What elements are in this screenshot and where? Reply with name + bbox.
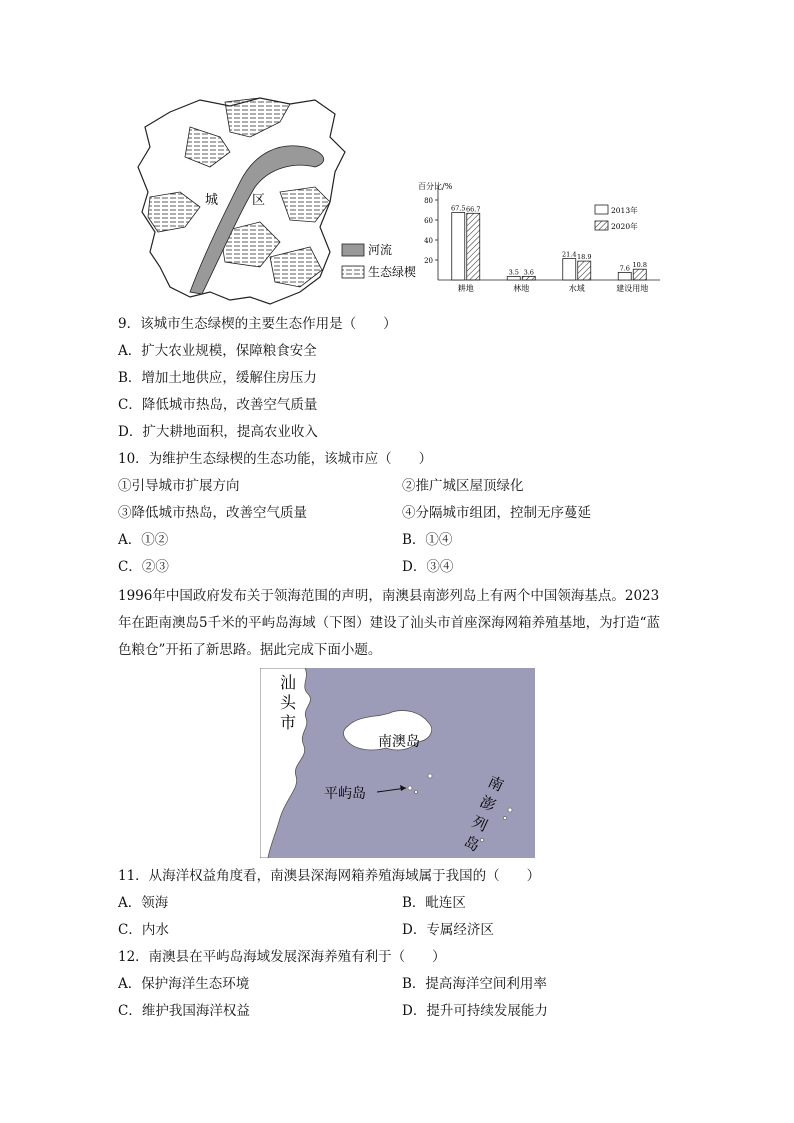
q12-option-a[interactable]: A．保护海洋生态环境 xyxy=(118,976,250,992)
q12-option-c[interactable]: C．维护我国海洋权益 xyxy=(118,1003,250,1019)
chart-data-label: 10.8 xyxy=(632,261,647,270)
q10-item-4: ④分隔城市组团，控制无序蔓延 xyxy=(402,505,591,521)
chart-bar xyxy=(522,276,535,280)
chart-bar xyxy=(467,213,480,280)
chart-data-label: 7.6 xyxy=(619,264,630,273)
passage-line-2: 年在距南澳岛5千米的平屿岛海域（下图）建设了汕头市首座深海网箱养殖基地，为打造“蓝 xyxy=(118,615,660,631)
chart-legend-swatch xyxy=(595,205,608,214)
label-shantou-2: 头 xyxy=(280,693,297,712)
map-label-city: 城 xyxy=(205,193,219,208)
legend-green-swatch xyxy=(342,266,364,278)
passage-line-1: 1996年中国政府发布关于领海范围的声明，南澳县南澎列岛上有两个中国领海基点。2023 xyxy=(118,588,660,604)
q12-option-d[interactable]: D．提升可持续发展能力 xyxy=(402,1003,548,1019)
chart-legend-swatch xyxy=(595,221,608,230)
label-shantou-1: 汕 xyxy=(280,673,297,692)
map-label-district: 区 xyxy=(252,193,266,208)
chart-data-label: 66.7 xyxy=(466,205,481,214)
chart-x-tick-label: 耕地 xyxy=(457,284,474,293)
label-nanpeng-2: 澎 xyxy=(477,792,499,816)
chart-legend-label: 2020年 xyxy=(611,222,638,231)
chart-data-label: 21.4 xyxy=(562,250,577,259)
q9-option-a[interactable]: A．扩大农业规模，保障粮食安全 xyxy=(118,343,317,359)
q11-option-c[interactable]: C．内水 xyxy=(118,922,169,938)
q9-option-c[interactable]: C．降低城市热岛，改善空气质量 xyxy=(118,397,318,413)
chart-x-tick-label: 水域 xyxy=(568,284,585,293)
chart-data-label: 18.9 xyxy=(577,253,592,262)
chart-bar xyxy=(452,213,465,281)
q11-option-a[interactable]: A．领海 xyxy=(118,895,169,911)
chart-bar xyxy=(507,277,520,281)
q11-option-d[interactable]: D．专属经济区 xyxy=(402,922,494,938)
chart-data-label: 67.5 xyxy=(451,204,466,213)
label-nanpeng-3: 列 xyxy=(469,812,491,836)
chart-data-label: 3.6 xyxy=(523,268,534,277)
q10-option-c[interactable]: C．②③ xyxy=(118,559,169,575)
chart-bar xyxy=(578,261,591,280)
q12-option-b[interactable]: B．提高海洋空间利用率 xyxy=(402,976,547,992)
q10-option-b[interactable]: B．①④ xyxy=(402,532,453,548)
legend-river-label: 河流 xyxy=(368,243,393,257)
q10-option-a[interactable]: A．①② xyxy=(118,532,169,548)
label-pingyu: 平屿岛 xyxy=(324,786,366,802)
land-use-bar-chart xyxy=(410,175,670,300)
chart-ylabel: 百分比/% xyxy=(418,182,453,191)
label-shantou-3: 市 xyxy=(280,713,297,732)
q10-option-d[interactable]: D．③④ xyxy=(402,559,454,575)
legend-river-swatch xyxy=(342,244,364,256)
q10-item-1: ①引导城市扩展方向 xyxy=(118,478,240,494)
q11-stem: 11．从海洋权益角度看，南澳县深海网箱养殖海域属于我国的（ ） xyxy=(118,868,541,884)
pingyu-islet xyxy=(415,791,418,794)
legend-green-label: 生态绿楔 xyxy=(368,265,417,279)
city-green-wedge-map xyxy=(130,92,420,307)
chart-y-tick-label: 60 xyxy=(424,217,433,225)
chart-legend-label: 2013年 xyxy=(611,206,638,215)
q9-option-d[interactable]: D．扩大耕地面积，提高农业收入 xyxy=(118,424,318,440)
q12-stem: 12．南澳县在平屿岛海域发展深海养殖有利于（ ） xyxy=(118,949,446,965)
islet xyxy=(428,774,432,778)
chart-x-tick-label: 林地 xyxy=(513,284,530,293)
q9-stem: 9．该城市生态绿楔的主要生态作用是（ ） xyxy=(118,316,397,332)
chart-y-tick-label: 40 xyxy=(424,237,433,245)
chart-x-tick-label: 建设用地 xyxy=(616,284,649,293)
label-nanpeng-1: 南 xyxy=(485,772,507,796)
nanpeng-islet xyxy=(503,816,506,819)
q10-item-3: ③降低城市热岛，改善空气质量 xyxy=(118,505,307,521)
label-nanao: 南澳岛 xyxy=(378,734,420,750)
nanao-sea-map xyxy=(260,668,535,858)
nanpeng-islet xyxy=(508,808,512,812)
chart-y-tick-label: 80 xyxy=(424,197,433,205)
chart-bar xyxy=(618,272,631,280)
q10-item-2: ②推广城区屋顶绿化 xyxy=(402,478,524,494)
chart-data-label: 3.5 xyxy=(508,268,519,277)
passage-line-3: 色粮仓”开拓了新思路。据此完成下面小题。 xyxy=(118,642,382,658)
q10-stem: 10．为维护生态绿楔的生态功能，该城市应（ ） xyxy=(118,451,433,467)
label-nanpeng-4: 岛 xyxy=(461,832,483,856)
chart-y-tick-label: 20 xyxy=(424,257,433,265)
pingyu-islet xyxy=(408,786,412,790)
chart-bar xyxy=(563,259,576,280)
chart-bar xyxy=(633,269,646,280)
q9-option-b[interactable]: B．增加土地供应，缓解住房压力 xyxy=(118,370,317,386)
q11-option-b[interactable]: B．毗连区 xyxy=(402,895,466,911)
